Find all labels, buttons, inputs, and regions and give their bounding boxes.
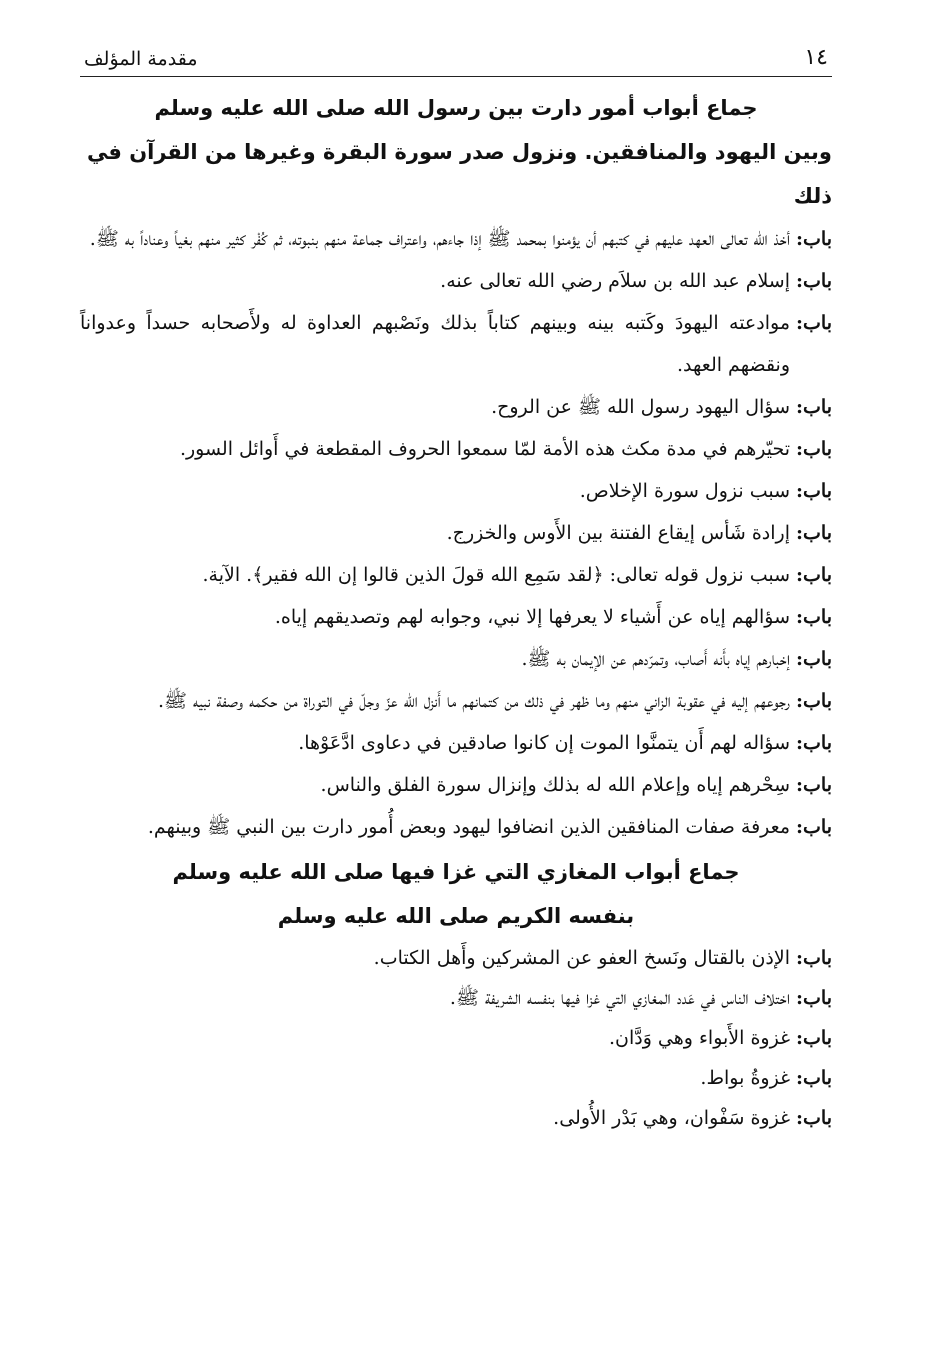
chapter-entry (80, 386, 832, 428)
chapter-entry (80, 1018, 832, 1058)
chapter-title: إسلام عبد الله بن سلاَم رضي الله تعالى عنه. (440, 270, 791, 292)
chapter-label: باب: (796, 480, 832, 502)
chapter-entry (80, 938, 832, 978)
chapter-entry (80, 470, 832, 512)
chapter-label: باب: (796, 648, 832, 670)
chapter-entry (80, 722, 832, 764)
chapter-title: سؤالهم إياه عن أَشياء لا يعرفها إلا نبي، وجوابه لهم وتصديقهم إياه. (274, 606, 791, 628)
chapter-label: باب: (796, 396, 832, 418)
chapter-entry (80, 764, 832, 806)
chapter-label: باب: (796, 270, 832, 292)
section-heading: جماع أبواب المغازي التي غزا فيها صلى الله عليه وسلم (172, 860, 740, 884)
chapter-title: سبب نزول سورة الإخلاص. (579, 480, 791, 502)
chapter-entry (80, 218, 832, 260)
chapter-label: باب: (796, 312, 832, 334)
chapter-entry (80, 806, 832, 848)
chapter-title: اختلاف الناس في عَدد المغازي التي غزا فيها بنفسه الشريفة ﷺ. (449, 987, 791, 1009)
chapter-entry (80, 680, 832, 722)
chapter-label: باب: (796, 1027, 832, 1049)
chapter-title: سؤاله لهم أَن يتمنَّوا الموت إن كانوا صادقين في دعاوى ادَّعَوْها. (298, 732, 791, 754)
chapter-entry (80, 554, 832, 596)
chapter-label: باب: (796, 774, 832, 796)
chapter-label: باب: (796, 1067, 832, 1089)
running-title: مقدمة المؤلف (84, 48, 198, 70)
chapter-entry (80, 596, 832, 638)
section-heading: جماع أبواب أمور دارت بين رسول الله صلى الله عليه وسلم (154, 96, 758, 120)
chapter-label: باب: (796, 522, 832, 544)
page-header (80, 36, 832, 77)
chapter-label: باب: (796, 732, 832, 754)
chapter-label: باب: (796, 606, 832, 628)
chapter-title: غزوة سَفْوان، وهي بَدْر الأُولى. (553, 1107, 791, 1129)
page-number: ١٤ (804, 45, 828, 70)
chapter-title: سبب نزول قوله تعالى: ﴿لقد سَمِع الله قولَ الذين قالوا إن الله فقير﴾. الآية. (202, 564, 791, 586)
chapter-entry (80, 1098, 832, 1138)
chapter-entry (80, 260, 832, 302)
chapter-entry (80, 302, 832, 386)
chapter-title: إخبارهم إياه بأَنه أَصاب، وتمرّدهم عن الإيمان به ﷺ. (521, 648, 791, 670)
chapter-label: باب: (796, 947, 832, 969)
chapter-entry (80, 1058, 832, 1098)
chapter-entry (80, 428, 832, 470)
chapter-entry (80, 512, 832, 554)
chapter-title: سِحْرهم إياه وإعلام الله له بذلك وإنزال سورة الفلق والناس. (320, 774, 791, 796)
chapter-title: الإذن بالقتال ونَسخ العفو عن المشركين وأَهل الكتاب. (373, 947, 791, 969)
chapter-label: باب: (796, 1107, 832, 1129)
chapter-label: باب: (796, 228, 832, 250)
chapter-title: إرادة شَأس إيقاع الفتنة بين الأَوس والخزرج. (446, 522, 791, 544)
chapter-title: رجوعهم إليه في عقوبة الزاني منهم وما ظهر في ذلك من كتمانهم ما أَنزل الله عزّ وجلّ في التوراة من حكمه وصفة نبيه ﷺ. (157, 690, 791, 712)
section-heading: بنفسه الكريم صلى الله عليه وسلم (277, 904, 635, 928)
chapter-entry (80, 638, 832, 680)
chapter-title: غزوة الأَبواء وهي وَدَّان. (608, 1027, 791, 1049)
chapter-label: باب: (796, 564, 832, 586)
chapter-entry (80, 978, 832, 1018)
chapter-title: أخذ الله تعالى العهد عليهم في كتبهم أن يؤمنوا بمحمد ﷺ إذا جاءهم، واعتراف جماعة منهم بنبوته، ثم كُفْر كثير منهم بغياً وعناداً به ﷺ. (89, 228, 791, 250)
chapter-title: تحيّرهم في مدة مكث هذه الأمة لمّا سمعوا الحروف المقطعة في أَوائل السور. (179, 438, 791, 460)
chapter-label: باب: (796, 816, 832, 838)
chapter-title: غزوةُ بواط. (700, 1067, 791, 1089)
section-heading: وبين اليهود والمنافقين. ونزول صدر سورة البقرة وغيرها من القرآن في ذلك (86, 140, 832, 208)
chapter-label: باب: (796, 438, 832, 460)
chapter-title: معرفة صفات المنافقين الذين انضافوا ليهود وبعض أُمور دارت بين النبي ﷺ وبينهم. (147, 816, 791, 838)
chapter-title: سؤال اليهود رسول الله ﷺ عن الروح. (491, 396, 791, 418)
page-body (80, 86, 832, 1138)
chapter-label: باب: (796, 690, 832, 712)
chapter-label: باب: (796, 987, 832, 1009)
chapter-title: موادعته اليهودَ وكَتبه بينه وبينهم كتاباً بذلك ونَصْبهم العداوة له ولأَصحابه حسداً وعدواناً ونقضهم العهد. (80, 312, 791, 376)
